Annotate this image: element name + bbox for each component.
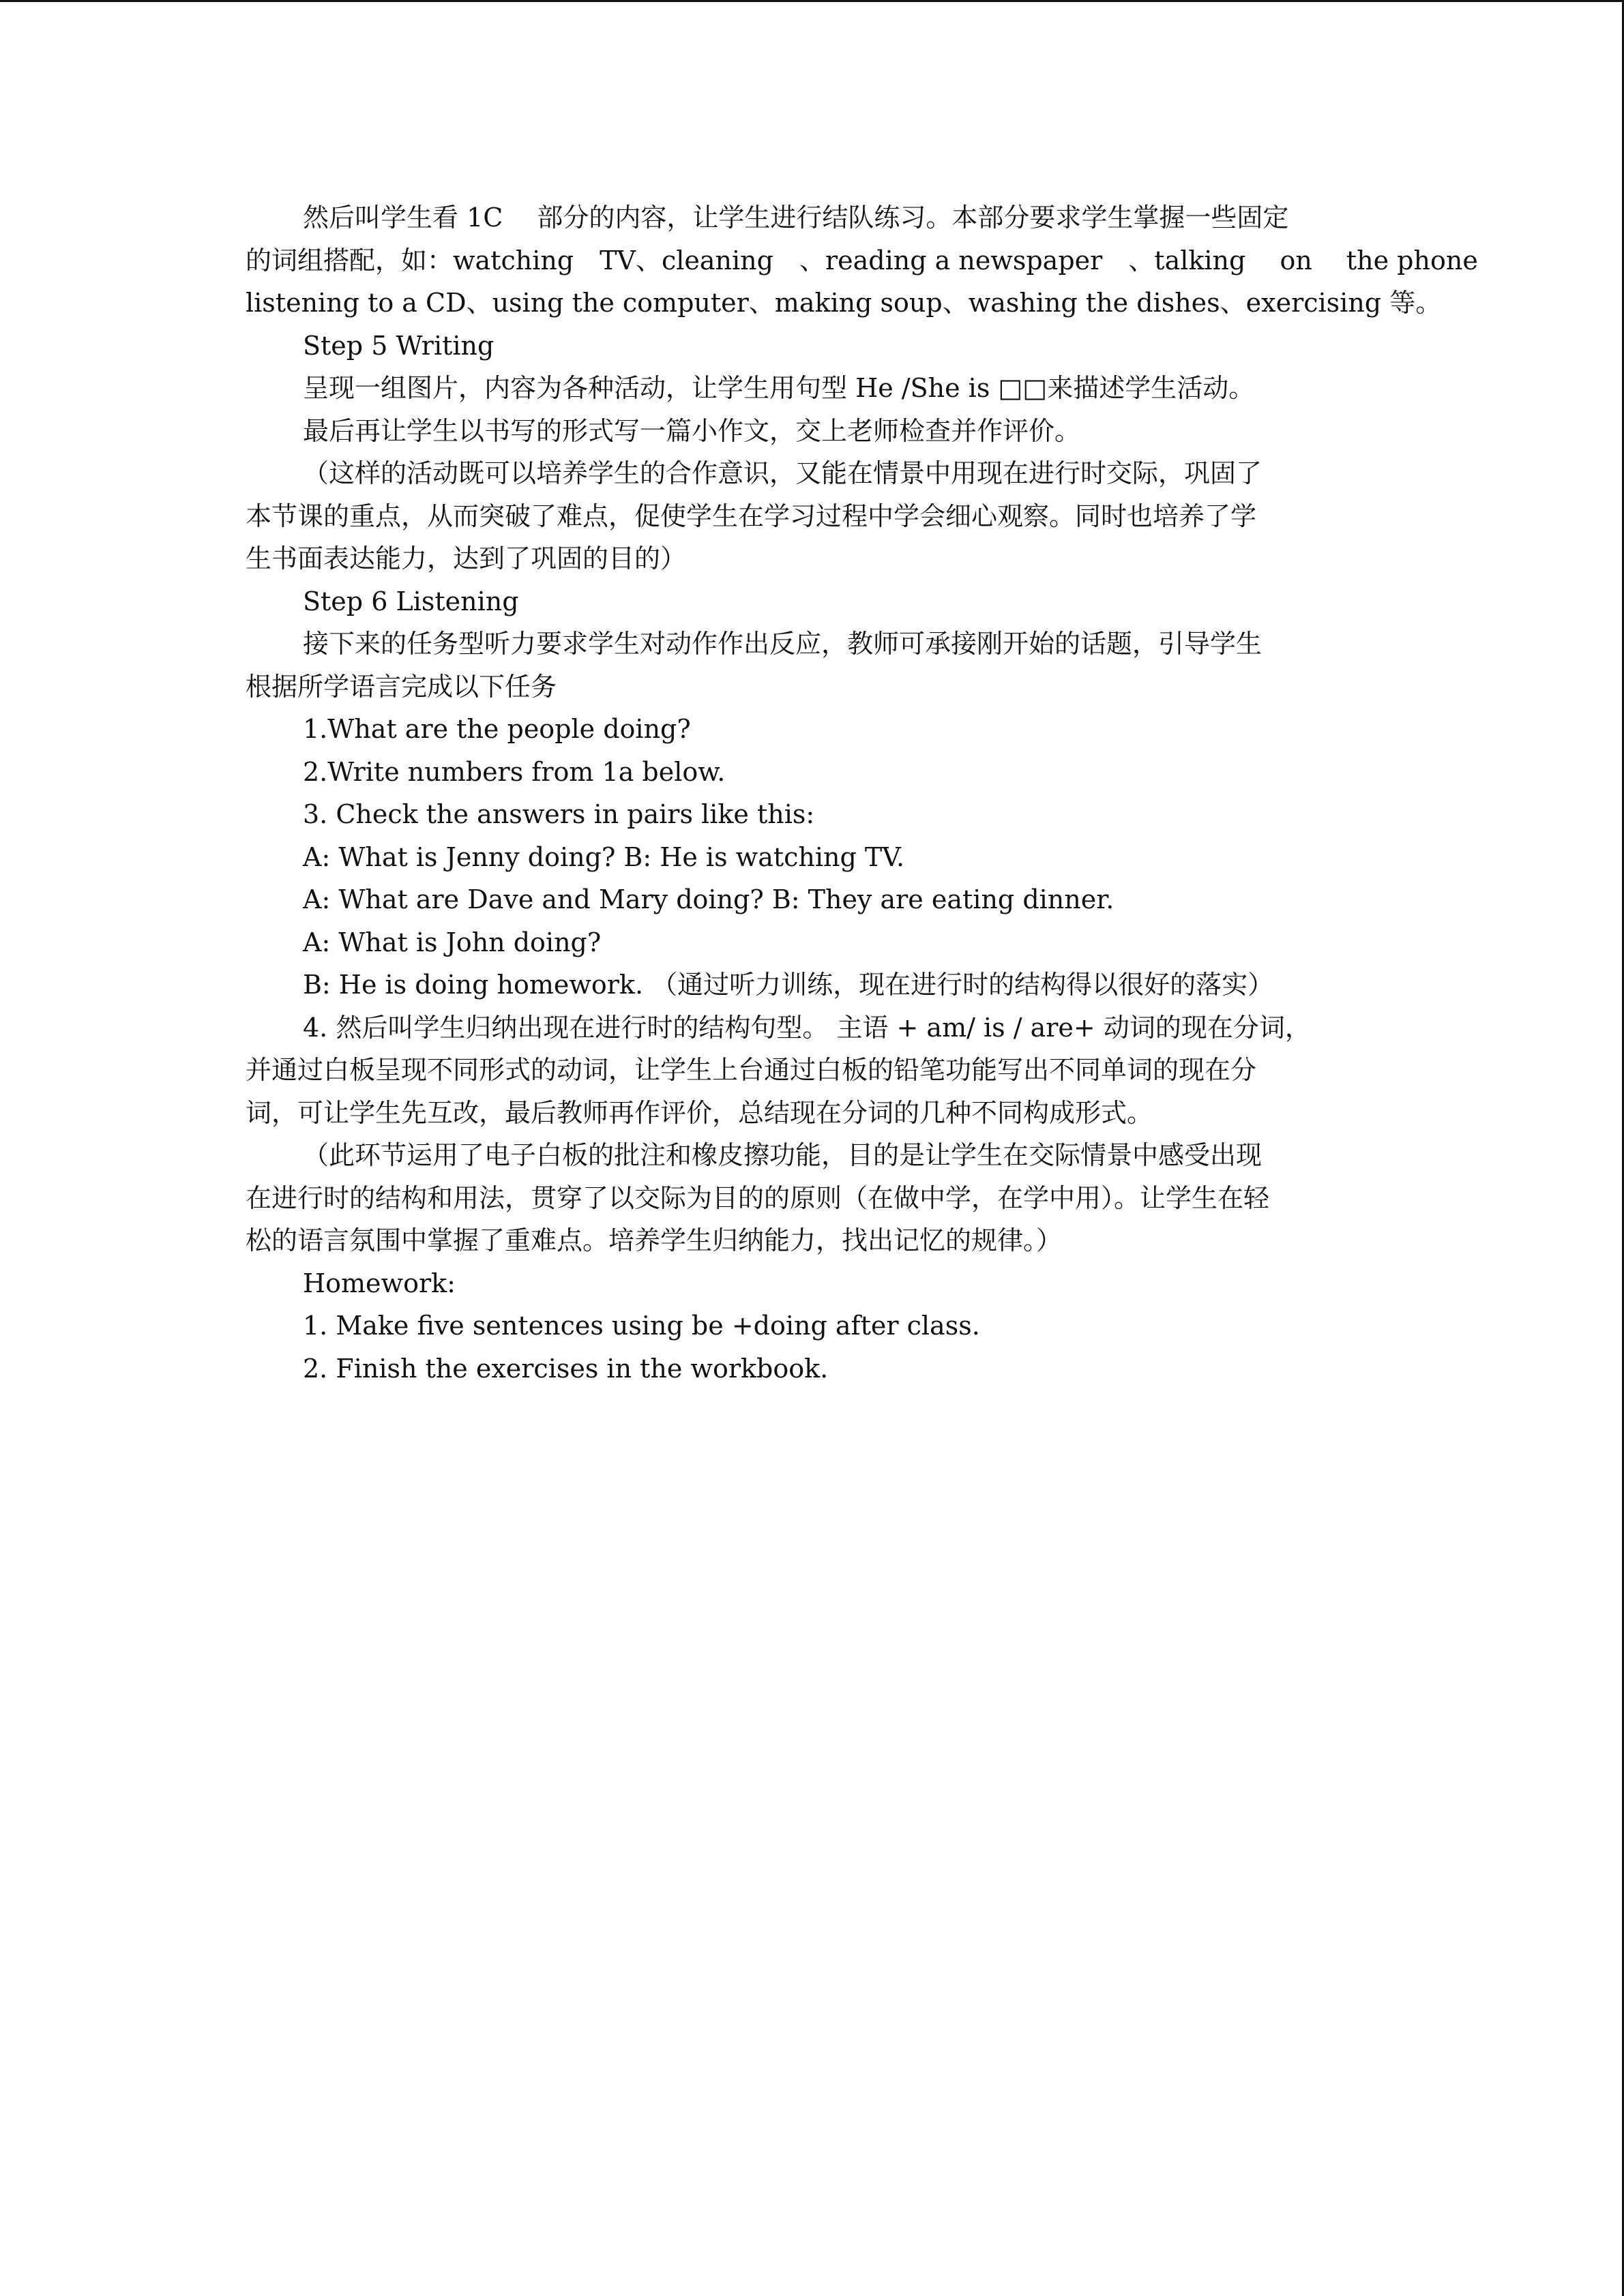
section-heading-step6: Step 6 Listening: [303, 586, 519, 616]
text-line: 并通过白板呈现不同形式的动词，让学生上台通过白板的铅笔功能写出不同单词的现在分: [246, 1055, 1257, 1085]
homework-item: 2. Finish the exercises in the workbook.: [303, 1353, 829, 1384]
text-line: 根据所学语言完成以下任务: [246, 671, 557, 702]
task-item: 3. Check the answers in pairs like this:: [303, 799, 815, 829]
text-line: listening to a CD、using the computer、making soup、washing the dishes、exercising 等。: [246, 288, 1442, 318]
text-line: 呈现一组图片，内容为各种活动，让学生用句型 He /She is □□来描述学生活动。: [303, 373, 1255, 403]
text-line: （此环节运用了电子白板的批注和橡皮擦功能，目的是让学生在交际情景中感受出现: [303, 1140, 1263, 1170]
task-item: 1.What are the people doing?: [303, 714, 691, 744]
text-line: （这样的活动既可以培养学生的合作意识，又能在情景中用现在进行时交际，巩固了: [303, 458, 1263, 488]
text-line: 本节课的重点，从而突破了难点，促使学生在学习过程中学会细心观察。同时也培养了学: [246, 501, 1257, 531]
homework-item: 1. Make five sentences using be +doing after class.: [303, 1311, 980, 1341]
task-item: 4. 然后叫学生归纳出现在进行时的结构句型。 主语 + am/ is / are+ 动词的现在分词，: [303, 1012, 1311, 1043]
document-body: [246, 196, 1478, 1390]
text-line: 的词组搭配，如：watching TV、cleaning 、reading a newspaper 、talking on the phone: [246, 245, 1478, 275]
text-line: 生书面表达能力，达到了巩固的目的）: [246, 543, 687, 573]
dialogue-line: A: What is John doing?: [303, 927, 602, 957]
text-line: 然后叫学生看 1C 部分的内容，让学生进行结队练习。本部分要求学生掌握一些固定: [303, 203, 1289, 233]
text-line: 在进行时的结构和用法，贯穿了以交际为目的的原则（在做中学，在学中用）。让学生在轻: [246, 1182, 1270, 1213]
dialogue-line: A: What is Jenny doing? B: He is watching TV.: [303, 841, 905, 872]
page-top-border: [0, 0, 1624, 2]
task-item: 2.Write numbers from 1a below.: [303, 756, 726, 787]
text-line: 接下来的任务型听力要求学生对动作作出反应，教师可承接刚开始的话题，引导学生: [303, 629, 1263, 659]
text-line: 词，可让学生先互改，最后教师再作评价，总结现在分词的几种不同构成形式。: [246, 1097, 1153, 1128]
section-heading-step5: Step 5 Writing: [303, 330, 494, 361]
text-line: 最后再让学生以书写的形式写一篇小作文，交上老师检查并作评价。: [303, 415, 1081, 446]
dialogue-line: B: He is doing homework. （通过听力训练，现在进行时的结构得以很好的落实）: [303, 970, 1274, 1000]
text-line: 松的语言氛围中掌握了重难点。培养学生归纳能力，找出记忆的规律。）: [246, 1225, 1063, 1255]
homework-heading: Homework:: [303, 1268, 456, 1298]
dialogue-line: A: What are Dave and Mary doing? B: They are eating dinner.: [303, 884, 1114, 914]
